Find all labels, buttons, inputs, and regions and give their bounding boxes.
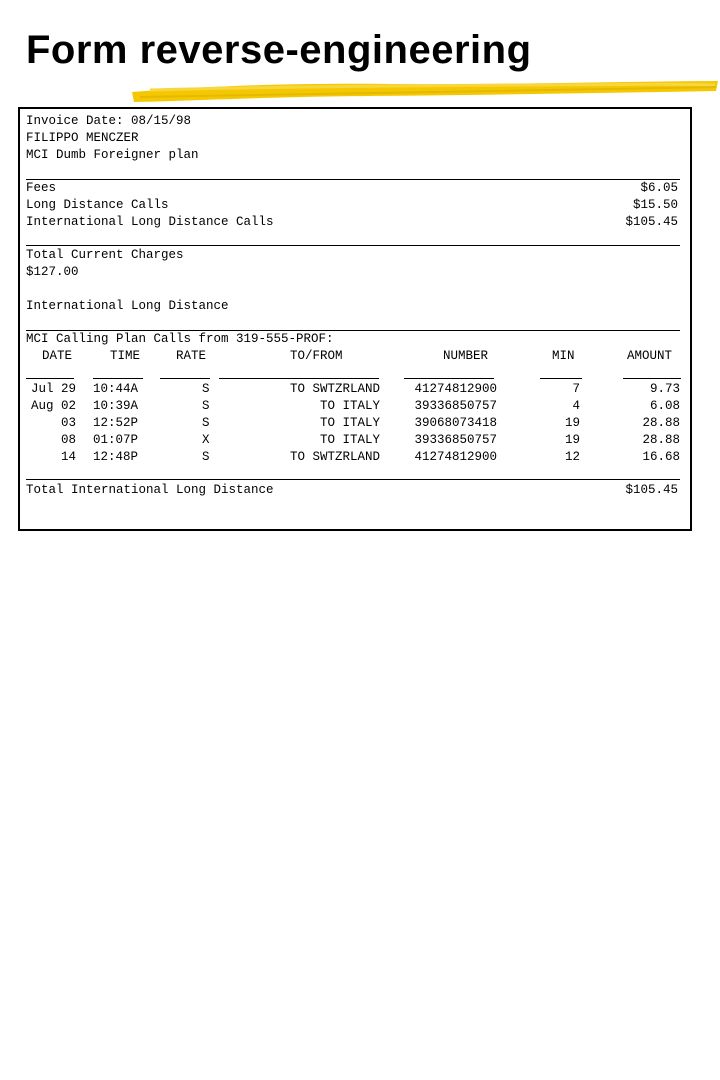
column-underline xyxy=(93,378,143,379)
call-time: 01:07P xyxy=(93,433,139,447)
invoice-date: Invoice Date: 08/15/98 xyxy=(26,114,192,128)
calls-header: MCI Calling Plan Calls from 319-555-PROF: xyxy=(26,332,334,346)
divider xyxy=(26,479,680,480)
call-rate: X xyxy=(202,433,210,447)
call-tofrom: TO ITALY xyxy=(319,416,380,430)
column-header-amount: AMOUNT xyxy=(627,349,673,363)
plan-name: MCI Dumb Foreigner plan xyxy=(26,148,199,162)
customer-name: FILIPPO MENCZER xyxy=(26,131,139,145)
call-tofrom: TO ITALY xyxy=(319,399,380,413)
call-minutes: 7 xyxy=(572,382,580,396)
column-underline xyxy=(540,378,582,379)
charge-label: Fees xyxy=(26,181,57,195)
call-time: 12:48P xyxy=(93,450,139,464)
call-amount: 6.08 xyxy=(649,399,680,413)
footer-label: Total International Long Distance xyxy=(26,483,274,497)
column-header-number: NUMBER xyxy=(443,349,489,363)
call-rate: S xyxy=(202,450,210,464)
section-title: International Long Distance xyxy=(26,299,229,313)
slide-title: Form reverse-engineering xyxy=(26,28,532,72)
call-date: Aug 02 xyxy=(30,399,76,413)
call-minutes: 12 xyxy=(564,450,580,464)
call-number: 41274812900 xyxy=(414,382,497,396)
invoice-document xyxy=(18,107,692,531)
column-header-rate: RATE xyxy=(176,349,207,363)
column-underline xyxy=(160,378,210,379)
divider xyxy=(26,179,680,180)
charge-amount: $6.05 xyxy=(640,181,678,195)
divider xyxy=(26,245,680,246)
call-minutes: 19 xyxy=(564,416,580,430)
call-number: 39336850757 xyxy=(414,399,497,413)
column-underline xyxy=(404,378,494,379)
call-time: 10:39A xyxy=(93,399,139,413)
column-header-tofrom: TO/FROM xyxy=(290,349,343,363)
call-amount: 16.68 xyxy=(642,450,680,464)
call-amount: 28.88 xyxy=(642,433,680,447)
call-tofrom: TO ITALY xyxy=(319,433,380,447)
column-underline xyxy=(26,378,74,379)
call-rate: S xyxy=(202,382,210,396)
total-label: Total Current Charges xyxy=(26,248,184,262)
column-header-date: DATE xyxy=(42,349,73,363)
call-tofrom: TO SWTZRLAND xyxy=(289,382,380,396)
call-tofrom: TO SWTZRLAND xyxy=(289,450,380,464)
call-date: 08 xyxy=(60,433,76,447)
charge-amount: $15.50 xyxy=(632,198,678,212)
footer-amount: $105.45 xyxy=(625,483,678,497)
call-number: 41274812900 xyxy=(414,450,497,464)
charge-label: Long Distance Calls xyxy=(26,198,169,212)
call-amount: 28.88 xyxy=(642,416,680,430)
call-date: 03 xyxy=(60,416,76,430)
call-date: 14 xyxy=(60,450,76,464)
call-number: 39068073418 xyxy=(414,416,497,430)
call-amount: 9.73 xyxy=(649,382,680,396)
column-header-min: MIN xyxy=(552,349,575,363)
call-minutes: 4 xyxy=(572,399,580,413)
charge-amount: $105.45 xyxy=(625,215,678,229)
highlighter-stroke xyxy=(130,78,720,104)
total-value: $127.00 xyxy=(26,265,79,279)
call-number: 39336850757 xyxy=(414,433,497,447)
charge-label: International Long Distance Calls xyxy=(26,215,274,229)
column-header-time: TIME xyxy=(110,349,141,363)
column-underline xyxy=(623,378,681,379)
call-date: Jul 29 xyxy=(30,382,76,396)
call-minutes: 19 xyxy=(564,433,580,447)
call-rate: S xyxy=(202,416,210,430)
column-underline xyxy=(219,378,379,379)
call-rate: S xyxy=(202,399,210,413)
call-time: 10:44A xyxy=(93,382,139,396)
call-time: 12:52P xyxy=(93,416,139,430)
